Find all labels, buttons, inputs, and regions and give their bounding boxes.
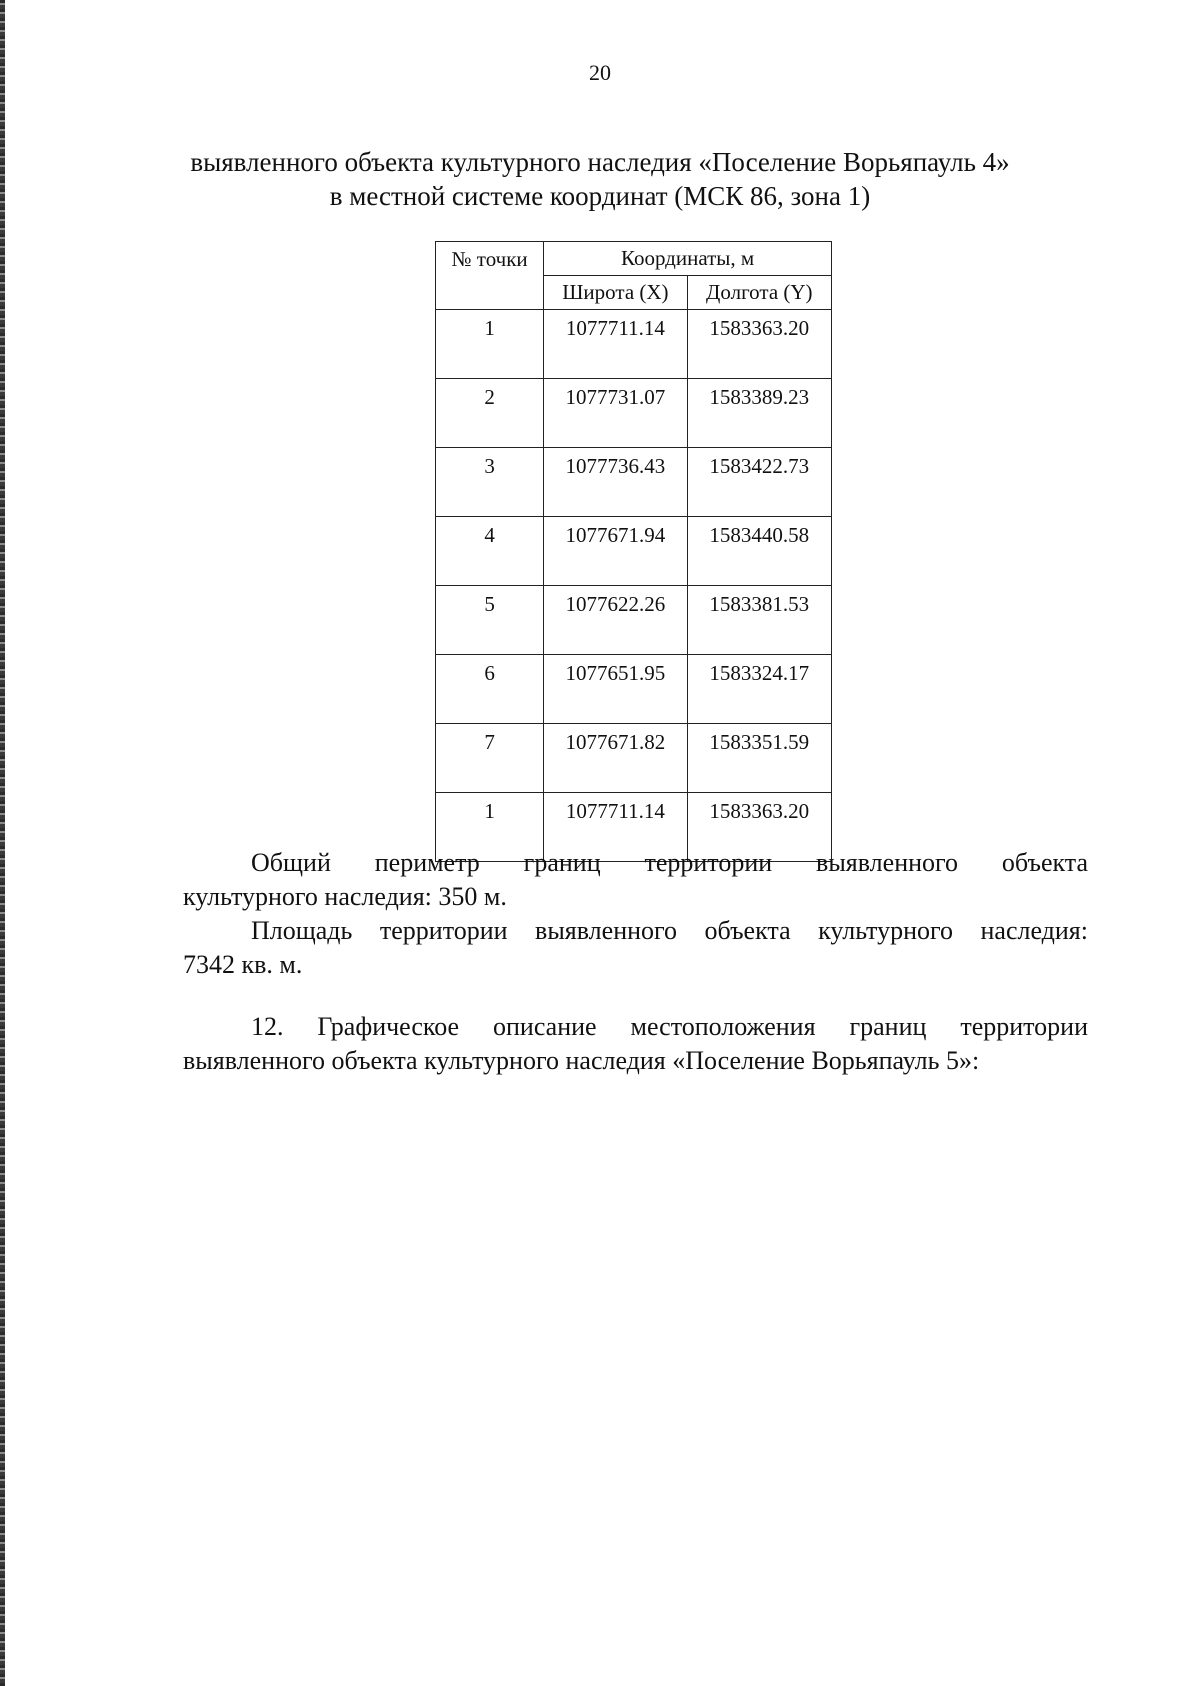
latitude-x-cell: 1077711.14 [544, 793, 687, 862]
table-row [436, 724, 832, 793]
header-point-number: № точки [436, 242, 544, 310]
latitude-x-cell: 1077711.14 [544, 310, 687, 379]
latitude-x-cell: 1077651.95 [544, 655, 687, 724]
longitude-y-cell: 1583422.73 [687, 448, 831, 517]
header-latitude-x: Широта (X) [544, 276, 687, 310]
longitude-y-cell: 1583381.53 [687, 586, 831, 655]
table-row [436, 379, 832, 448]
area-line-1: Площадь территории выявленного объекта культурного наследия: [251, 916, 1088, 945]
area-line-2: 7342 кв. м. [183, 950, 303, 979]
perimeter-line-1: Общий периметр границ территории выявленного объекта [251, 848, 1088, 877]
point-number-cell: 6 [436, 655, 544, 724]
area-paragraph [183, 914, 1088, 982]
header-longitude-y: Долгота (Y) [687, 276, 831, 310]
longitude-y-cell: 1583324.17 [687, 655, 831, 724]
longitude-y-cell: 1583363.20 [687, 793, 831, 862]
point-number-cell: 4 [436, 517, 544, 586]
point-number-cell: 7 [436, 724, 544, 793]
heading-line-2: в местной системе координат (МСК 86, зона 1) [329, 181, 871, 211]
table-row [436, 655, 832, 724]
latitude-x-cell: 1077671.82 [544, 724, 687, 793]
section-12-paragraph [183, 1010, 1088, 1078]
point-number-cell: 1 [436, 310, 544, 379]
latitude-x-cell: 1077736.43 [544, 448, 687, 517]
longitude-y-cell: 1583351.59 [687, 724, 831, 793]
table-row [436, 448, 832, 517]
perimeter-paragraph [183, 846, 1088, 914]
section-12-line-2: выявленного объекта культурного наследия «Поселение Ворьяпауль 5»: [183, 1046, 980, 1075]
header-coordinates: Координаты, м [544, 242, 832, 276]
heading-line-1: выявленного объекта культурного наследия «Поселение Ворьяпауль 4» [190, 147, 1010, 177]
table-row [436, 586, 832, 655]
page-number: 20 [589, 60, 611, 85]
point-number-cell: 5 [436, 586, 544, 655]
latitude-x-cell: 1077731.07 [544, 379, 687, 448]
point-number-cell: 3 [436, 448, 544, 517]
point-number-cell: 1 [436, 793, 544, 862]
scan-edge [0, 0, 5, 1686]
coordinates-table [435, 241, 832, 862]
perimeter-line-2: культурного наследия: 350 м. [183, 882, 507, 911]
table-heading [150, 145, 1050, 213]
section-12-line-1: 12. Графическое описание местоположения границ территории [251, 1012, 1088, 1041]
table-row [436, 517, 832, 586]
longitude-y-cell: 1583440.58 [687, 517, 831, 586]
longitude-y-cell: 1583389.23 [687, 379, 831, 448]
latitude-x-cell: 1077622.26 [544, 586, 687, 655]
latitude-x-cell: 1077671.94 [544, 517, 687, 586]
table-row [436, 310, 832, 379]
point-number-cell: 2 [436, 379, 544, 448]
longitude-y-cell: 1583363.20 [687, 310, 831, 379]
